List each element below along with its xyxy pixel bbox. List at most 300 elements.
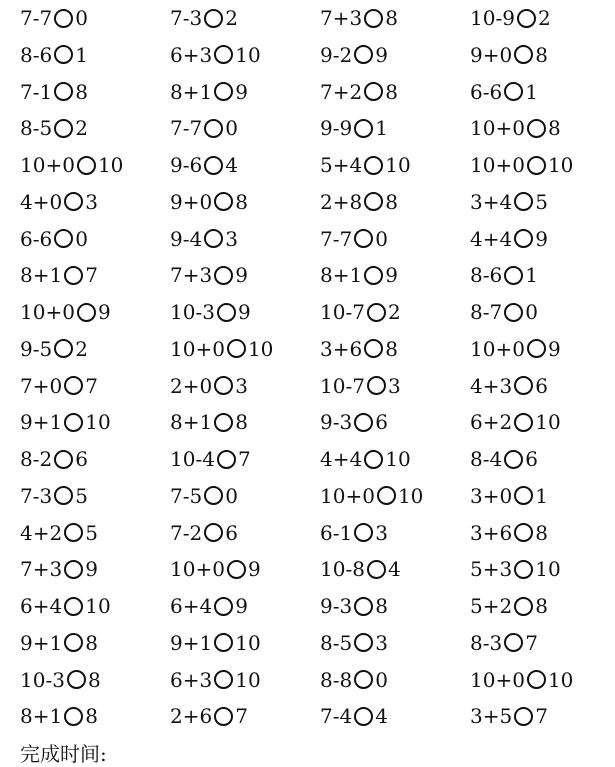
problem-compare-value: 8 <box>385 336 398 361</box>
comparison-problem <box>20 515 98 551</box>
answer-circle[interactable] <box>364 82 383 101</box>
comparison-problem <box>170 698 248 734</box>
problem-compare-value: 3 <box>375 520 388 545</box>
problem-expression: 9-6 <box>170 153 203 177</box>
problem-compare-value: 8 <box>385 6 398 30</box>
problem-compare-value: 0 <box>375 226 388 251</box>
problem-compare-value: 8 <box>235 410 248 435</box>
problem-expression: 10-3 <box>170 300 215 324</box>
problem-row <box>0 368 615 404</box>
comparison-problem <box>470 625 538 661</box>
answer-circle[interactable] <box>514 229 533 248</box>
problem-compare-value: 3 <box>387 373 401 398</box>
problem-expression: 9+1 <box>20 630 63 655</box>
problem-expression: 8-6 <box>470 263 503 288</box>
answer-circle[interactable] <box>64 413 83 432</box>
problem-compare-value: 6 <box>225 520 238 545</box>
answer-circle[interactable] <box>527 156 546 175</box>
comparison-problem <box>170 257 248 293</box>
problem-expression: 7-4 <box>320 704 353 729</box>
problem-expression: 6+2 <box>470 410 513 435</box>
problem-compare-value: 8 <box>535 594 548 618</box>
comparison-problem <box>170 331 273 367</box>
comparison-problem <box>320 331 398 367</box>
answer-circle[interactable] <box>514 376 533 395</box>
problem-expression: 8-7 <box>470 300 503 324</box>
problem-expression: 2+0 <box>170 373 213 398</box>
comparison-problem <box>470 257 538 293</box>
problem-expression: 10+0 <box>470 667 525 692</box>
problem-expression: 2+6 <box>170 704 213 729</box>
problem-compare-value: 8 <box>87 667 101 692</box>
problem-compare-value: 5 <box>85 520 98 545</box>
comparison-problem <box>320 110 388 146</box>
answer-circle[interactable] <box>54 339 73 358</box>
comparison-problem <box>470 331 561 367</box>
problem-compare-value: 3 <box>375 630 388 655</box>
answer-circle[interactable] <box>227 560 246 579</box>
problem-compare-value: 0 <box>375 667 388 692</box>
problem-compare-value: 3 <box>85 189 98 214</box>
answer-circle[interactable] <box>354 413 373 432</box>
answer-circle[interactable] <box>354 119 373 138</box>
answer-circle[interactable] <box>204 156 223 175</box>
problem-compare-value: 1 <box>375 116 388 141</box>
answer-circle[interactable] <box>64 523 83 542</box>
comparison-problem <box>320 441 411 477</box>
answer-circle[interactable] <box>354 633 373 652</box>
answer-circle[interactable] <box>377 486 396 505</box>
problem-expression: 8-8 <box>320 667 353 692</box>
problem-row <box>0 331 615 367</box>
problem-row <box>0 551 615 587</box>
answer-circle[interactable] <box>527 670 546 689</box>
problem-compare-value: 9 <box>385 263 398 288</box>
answer-circle[interactable] <box>214 376 233 395</box>
answer-circle[interactable] <box>214 670 233 689</box>
problem-row <box>0 625 615 661</box>
problem-compare-value: 2 <box>225 6 238 30</box>
problem-expression: 4+0 <box>20 189 63 214</box>
comparison-problem <box>470 147 573 183</box>
problem-expression: 6-1 <box>320 520 353 545</box>
problem-expression: 6+3 <box>170 667 213 692</box>
problem-compare-value: 10 <box>385 153 411 177</box>
problem-compare-value: 7 <box>535 704 548 729</box>
problem-row <box>0 662 615 698</box>
problem-row <box>0 74 615 110</box>
answer-circle[interactable] <box>514 486 533 505</box>
problem-compare-value: 5 <box>535 189 548 214</box>
problem-expression: 10+0 <box>20 300 75 324</box>
problem-expression: 7+3 <box>320 6 363 30</box>
problem-compare-value: 10 <box>235 42 261 67</box>
problem-compare-value: 8 <box>375 594 388 618</box>
problem-compare-value: 1 <box>525 263 538 288</box>
comparison-problem <box>20 441 88 477</box>
answer-circle[interactable] <box>214 597 233 616</box>
problem-compare-value: 7 <box>85 263 98 288</box>
problem-row <box>0 184 615 220</box>
answer-circle[interactable] <box>354 597 373 616</box>
problem-expression: 10+0 <box>470 153 525 177</box>
problem-expression: 8-6 <box>20 42 53 67</box>
problem-compare-value: 6 <box>75 447 88 471</box>
comparison-problem <box>320 147 411 183</box>
comparison-problem <box>470 478 548 514</box>
comparison-problem <box>470 515 548 551</box>
problem-expression: 7-7 <box>320 226 353 251</box>
problem-expression: 7+0 <box>20 373 63 398</box>
comparison-problem <box>20 294 111 330</box>
problem-expression: 7-2 <box>170 520 203 545</box>
problem-expression: 8-5 <box>320 630 353 655</box>
problem-expression: 8+1 <box>20 704 63 729</box>
problem-expression: 3+5 <box>470 704 513 729</box>
comparison-problem <box>20 588 111 624</box>
answer-circle[interactable] <box>367 303 386 322</box>
problem-expression: 3+6 <box>470 520 513 545</box>
problem-compare-value: 8 <box>235 189 248 214</box>
answer-circle[interactable] <box>517 9 536 28</box>
problem-compare-value: 9 <box>237 300 251 324</box>
answer-circle[interactable] <box>204 486 223 505</box>
problem-row <box>0 257 615 293</box>
answer-circle[interactable] <box>504 303 523 322</box>
problem-compare-value: 3 <box>235 373 248 398</box>
problem-row <box>0 441 615 477</box>
answer-circle[interactable] <box>504 82 523 101</box>
comparison-problem <box>470 0 551 36</box>
answer-circle[interactable] <box>514 192 533 211</box>
problem-expression: 4+3 <box>470 373 513 398</box>
comparison-problem <box>20 331 88 367</box>
comparison-problem <box>170 110 238 146</box>
comparison-problem <box>170 441 251 477</box>
comparison-problem <box>170 515 238 551</box>
problem-expression: 9-3 <box>320 594 353 618</box>
problem-expression: 7-1 <box>20 79 53 104</box>
comparison-problem <box>170 294 251 330</box>
answer-circle[interactable] <box>64 376 83 395</box>
answer-circle[interactable] <box>214 192 233 211</box>
problem-compare-value: 10 <box>235 630 261 655</box>
problem-row <box>0 147 615 183</box>
completion-time-label: 完成时间: <box>20 742 107 766</box>
problem-expression: 8+1 <box>170 410 213 435</box>
comparison-problem <box>470 368 548 404</box>
answer-circle[interactable] <box>504 450 523 469</box>
answer-circle[interactable] <box>354 229 373 248</box>
problem-expression: 8+1 <box>170 79 213 104</box>
comparison-problem <box>20 147 123 183</box>
comparison-problem <box>170 478 238 514</box>
comparison-problem <box>320 404 388 440</box>
answer-circle[interactable] <box>504 633 523 652</box>
answer-circle[interactable] <box>364 339 383 358</box>
comparison-problem <box>470 404 561 440</box>
comparison-problem <box>320 294 401 330</box>
problem-expression: 7-5 <box>170 483 203 508</box>
answer-circle[interactable] <box>354 523 373 542</box>
problem-expression: 2+8 <box>320 189 363 214</box>
answer-circle[interactable] <box>514 707 533 726</box>
answer-circle[interactable] <box>527 339 546 358</box>
comparison-problem <box>320 478 423 514</box>
problem-expression: 10-3 <box>20 667 65 692</box>
problem-compare-value: 0 <box>525 300 538 324</box>
problem-expression: 9+1 <box>20 410 63 435</box>
comparison-problem <box>20 0 88 36</box>
comparison-problem <box>20 110 88 146</box>
problem-expression: 6+3 <box>170 42 213 67</box>
problem-expression: 10-7 <box>320 373 365 398</box>
answer-circle[interactable] <box>214 45 233 64</box>
answer-circle[interactable] <box>204 229 223 248</box>
problem-compare-value: 9 <box>235 594 248 618</box>
problem-expression: 7+3 <box>20 557 63 582</box>
answer-circle[interactable] <box>354 45 373 64</box>
comparison-problem <box>470 110 561 146</box>
answer-circle[interactable] <box>514 45 533 64</box>
answer-circle[interactable] <box>54 119 73 138</box>
answer-circle[interactable] <box>214 633 233 652</box>
problem-compare-value: 7 <box>525 630 538 655</box>
problem-row <box>0 37 615 73</box>
comparison-problem <box>170 404 248 440</box>
problem-compare-value: 1 <box>525 79 538 104</box>
answer-circle[interactable] <box>214 707 233 726</box>
problem-row <box>0 588 615 624</box>
problem-compare-value: 7 <box>85 373 98 398</box>
problem-expression: 6+4 <box>170 594 213 618</box>
problem-compare-value: 10 <box>247 336 274 361</box>
problem-compare-value: 8 <box>85 630 98 655</box>
answer-circle[interactable] <box>364 156 383 175</box>
problem-compare-value: 7 <box>237 447 251 471</box>
problem-expression: 8-3 <box>470 630 503 655</box>
problem-row <box>0 515 615 551</box>
answer-circle[interactable] <box>214 266 233 285</box>
answer-circle[interactable] <box>64 560 83 579</box>
answer-circle[interactable] <box>77 303 96 322</box>
problem-compare-value: 10 <box>535 410 561 435</box>
problem-compare-value: 9 <box>547 336 561 361</box>
problem-compare-value: 6 <box>525 447 538 471</box>
answer-circle[interactable] <box>204 523 223 542</box>
problem-compare-value: 8 <box>535 520 548 545</box>
answer-circle[interactable] <box>217 450 236 469</box>
problem-compare-value: 9 <box>235 79 248 104</box>
problem-expression: 8-2 <box>20 447 53 471</box>
answer-circle[interactable] <box>214 82 233 101</box>
comparison-problem <box>170 588 248 624</box>
comparison-problem <box>170 625 261 661</box>
comparison-problem <box>320 37 388 73</box>
problem-compare-value: 10 <box>547 667 574 692</box>
answer-circle[interactable] <box>54 82 73 101</box>
answer-circle[interactable] <box>54 229 73 248</box>
problem-expression: 9-2 <box>320 42 353 67</box>
problem-compare-value: 4 <box>375 704 388 729</box>
problem-compare-value: 2 <box>537 6 551 30</box>
comparison-problem <box>170 74 248 110</box>
comparison-problem <box>170 184 248 220</box>
problem-compare-value: 5 <box>75 483 88 508</box>
problem-compare-value: 2 <box>75 116 88 141</box>
answer-circle[interactable] <box>54 45 73 64</box>
answer-circle[interactable] <box>67 670 86 689</box>
problem-compare-value: 10 <box>535 557 561 582</box>
comparison-problem <box>470 698 548 734</box>
answer-circle[interactable] <box>54 9 73 28</box>
comparison-problem <box>470 294 538 330</box>
problem-expression: 5+2 <box>470 594 513 618</box>
problem-expression: 8+1 <box>320 263 363 288</box>
answer-circle[interactable] <box>504 266 523 285</box>
answer-circle[interactable] <box>227 339 246 358</box>
problem-compare-value: 3 <box>225 226 238 251</box>
problem-expression: 3+0 <box>470 483 513 508</box>
answer-circle[interactable] <box>354 670 373 689</box>
answer-circle[interactable] <box>364 192 383 211</box>
problem-row <box>0 404 615 440</box>
problem-expression: 4+2 <box>20 520 63 545</box>
comparison-problem <box>20 221 88 257</box>
answer-circle[interactable] <box>514 597 533 616</box>
comparison-problem <box>170 147 238 183</box>
answer-circle[interactable] <box>367 376 386 395</box>
problem-expression: 10-9 <box>470 6 515 30</box>
answer-circle[interactable] <box>64 633 83 652</box>
comparison-problem <box>320 0 398 36</box>
problem-compare-value: 8 <box>385 189 398 214</box>
answer-circle[interactable] <box>354 707 373 726</box>
answer-circle[interactable] <box>54 486 73 505</box>
answer-circle[interactable] <box>204 9 223 28</box>
problem-compare-value: 10 <box>97 153 124 177</box>
answer-circle[interactable] <box>514 523 533 542</box>
problem-compare-value: 8 <box>535 42 548 67</box>
problem-expression: 9-9 <box>320 116 353 141</box>
problem-compare-value: 10 <box>235 667 261 692</box>
answer-circle[interactable] <box>514 560 533 579</box>
problem-compare-value: 9 <box>535 226 548 251</box>
problem-expression: 8-5 <box>20 116 53 141</box>
answer-circle[interactable] <box>64 597 83 616</box>
answer-circle[interactable] <box>527 119 546 138</box>
answer-circle[interactable] <box>77 156 96 175</box>
problem-compare-value: 6 <box>535 373 548 398</box>
comparison-problem <box>320 515 388 551</box>
problem-row <box>0 221 615 257</box>
problem-compare-value: 10 <box>547 153 574 177</box>
comparison-problem <box>320 74 398 110</box>
comparison-problem <box>470 588 548 624</box>
problem-row <box>0 698 615 734</box>
comparison-problem <box>170 221 238 257</box>
problem-row <box>0 110 615 146</box>
problem-compare-value: 9 <box>375 42 388 67</box>
answer-circle[interactable] <box>364 450 383 469</box>
answer-circle[interactable] <box>217 303 236 322</box>
problem-compare-value: 10 <box>85 410 111 435</box>
problem-expression: 10+0 <box>470 336 525 361</box>
problem-expression: 10-8 <box>320 557 365 582</box>
answer-circle[interactable] <box>214 413 233 432</box>
comparison-problem <box>20 184 98 220</box>
comparison-problem <box>320 257 398 293</box>
comparison-problem <box>170 37 261 73</box>
problem-row <box>0 478 615 514</box>
problem-expression: 10+0 <box>470 116 525 141</box>
problem-expression: 9+0 <box>170 189 213 214</box>
answer-circle[interactable] <box>367 560 386 579</box>
comparison-problem <box>470 551 561 587</box>
problem-expression: 7+2 <box>320 79 363 104</box>
problem-expression: 9+1 <box>170 630 213 655</box>
answer-circle[interactable] <box>364 9 383 28</box>
problem-expression: 7+3 <box>170 263 213 288</box>
comparison-problem <box>20 551 98 587</box>
comparison-problem <box>470 441 538 477</box>
problem-compare-value: 4 <box>387 557 401 582</box>
problem-expression: 9-5 <box>20 336 53 361</box>
answer-circle[interactable] <box>64 707 83 726</box>
comparison-problem <box>20 368 98 404</box>
problem-compare-value: 6 <box>375 410 388 435</box>
comparison-problem <box>320 368 401 404</box>
answer-circle[interactable] <box>64 192 83 211</box>
comparison-problem <box>20 257 98 293</box>
problem-expression: 8-4 <box>470 447 503 471</box>
answer-circle[interactable] <box>64 266 83 285</box>
problem-compare-value: 4 <box>225 153 238 177</box>
comparison-problem <box>170 0 238 36</box>
answer-circle[interactable] <box>204 119 223 138</box>
comparison-problem <box>470 37 548 73</box>
problem-expression: 6-6 <box>20 226 53 251</box>
answer-circle[interactable] <box>514 413 533 432</box>
problem-expression: 10+0 <box>20 153 75 177</box>
problem-compare-value: 2 <box>75 336 88 361</box>
answer-circle[interactable] <box>54 450 73 469</box>
comparison-problem <box>470 662 573 698</box>
problem-expression: 6-6 <box>470 79 503 104</box>
problem-compare-value: 8 <box>385 79 398 104</box>
comparison-problem <box>320 625 388 661</box>
problem-compare-value: 0 <box>225 116 238 141</box>
problem-expression: 9-3 <box>320 410 353 435</box>
comparison-problem <box>170 368 248 404</box>
comparison-problem <box>20 404 111 440</box>
problem-expression: 3+6 <box>320 336 363 361</box>
comparison-problem <box>320 221 388 257</box>
problem-compare-value: 8 <box>85 704 98 729</box>
comparison-problem <box>20 662 101 698</box>
problem-expression: 5+3 <box>470 557 513 582</box>
comparison-problem <box>20 698 98 734</box>
problem-compare-value: 0 <box>75 226 88 251</box>
comparison-problem <box>320 698 388 734</box>
problem-expression: 9+0 <box>470 42 513 67</box>
problem-expression: 8+1 <box>20 263 63 288</box>
answer-circle[interactable] <box>364 266 383 285</box>
comparison-problem <box>20 625 98 661</box>
problem-compare-value: 1 <box>75 42 88 67</box>
comparison-problem <box>470 74 538 110</box>
problem-compare-value: 1 <box>535 483 548 508</box>
